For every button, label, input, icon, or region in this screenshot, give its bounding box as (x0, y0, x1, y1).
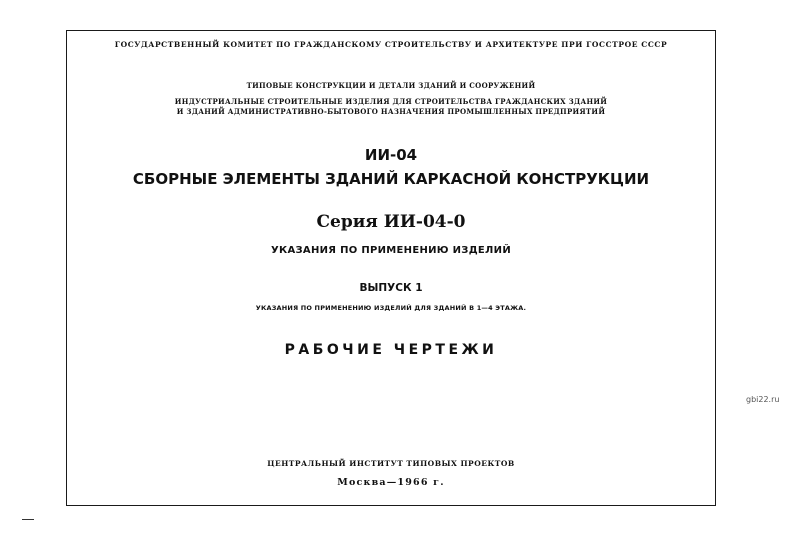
issue-title: ВЫПУСК 1 (359, 282, 423, 294)
section-title: ТИПОВЫЕ КОНСТРУКЦИИ И ДЕТАЛИ ЗДАНИЙ И СООРУЖЕНИЙ (246, 81, 536, 90)
document-title: СБОРНЫЕ ЭЛЕМЕНТЫ ЗДАНИЙ КАРКАСНОЙ КОНСТРУКЦИИ (132, 170, 650, 188)
issue-subtitle: УКАЗАНИЯ ПО ПРИМЕНЕНИЮ ИЗДЕЛИЙ ДЛЯ ЗДАНИЙ В 1—4 ЭТАЖА. (255, 304, 527, 312)
series-subtitle: УКАЗАНИЯ ПО ПРИМЕНЕНИЮ ИЗДЕЛИЙ (270, 245, 511, 256)
series-title: Серия ИИ-04-0 (316, 212, 466, 232)
watermark-text: gbi22.ru (746, 395, 780, 404)
working-drawings-label: РАБОЧИЕ ЧЕРТЕЖИ (284, 342, 498, 358)
city-year: Москва—1966 г. (337, 477, 445, 488)
institute-name: ЦЕНТРАЛЬНЫЙ ИНСТИТУТ ТИПОВЫХ ПРОЕКТОВ (267, 459, 515, 468)
subtitle-line-2: И ЗДАНИЙ АДМИНИСТРАТИВНО-БЫТОВОГО НАЗНАЧЕНИЯ ПРОМЫШЛЕННЫХ ПРЕДПРИЯТИЙ (176, 107, 606, 116)
margin-dash (22, 519, 34, 520)
document-code: ИИ-04 (364, 146, 418, 164)
committee-header: ГОСУДАРСТВЕННЫЙ КОМИТЕТ ПО ГРАЖДАНСКОМУ СТРОИТЕЛЬСТВУ И АРХИТЕКТУРЕ ПРИ ГОССТРОЕ СССР (114, 40, 668, 49)
subtitle-line-1: ИНДУСТРИАЛЬНЫЕ СТРОИТЕЛЬНЫЕ ИЗДЕЛИЯ ДЛЯ СТРОИТЕЛЬСТВА ГРАЖДАНСКИХ ЗДАНИЙ (174, 97, 608, 106)
